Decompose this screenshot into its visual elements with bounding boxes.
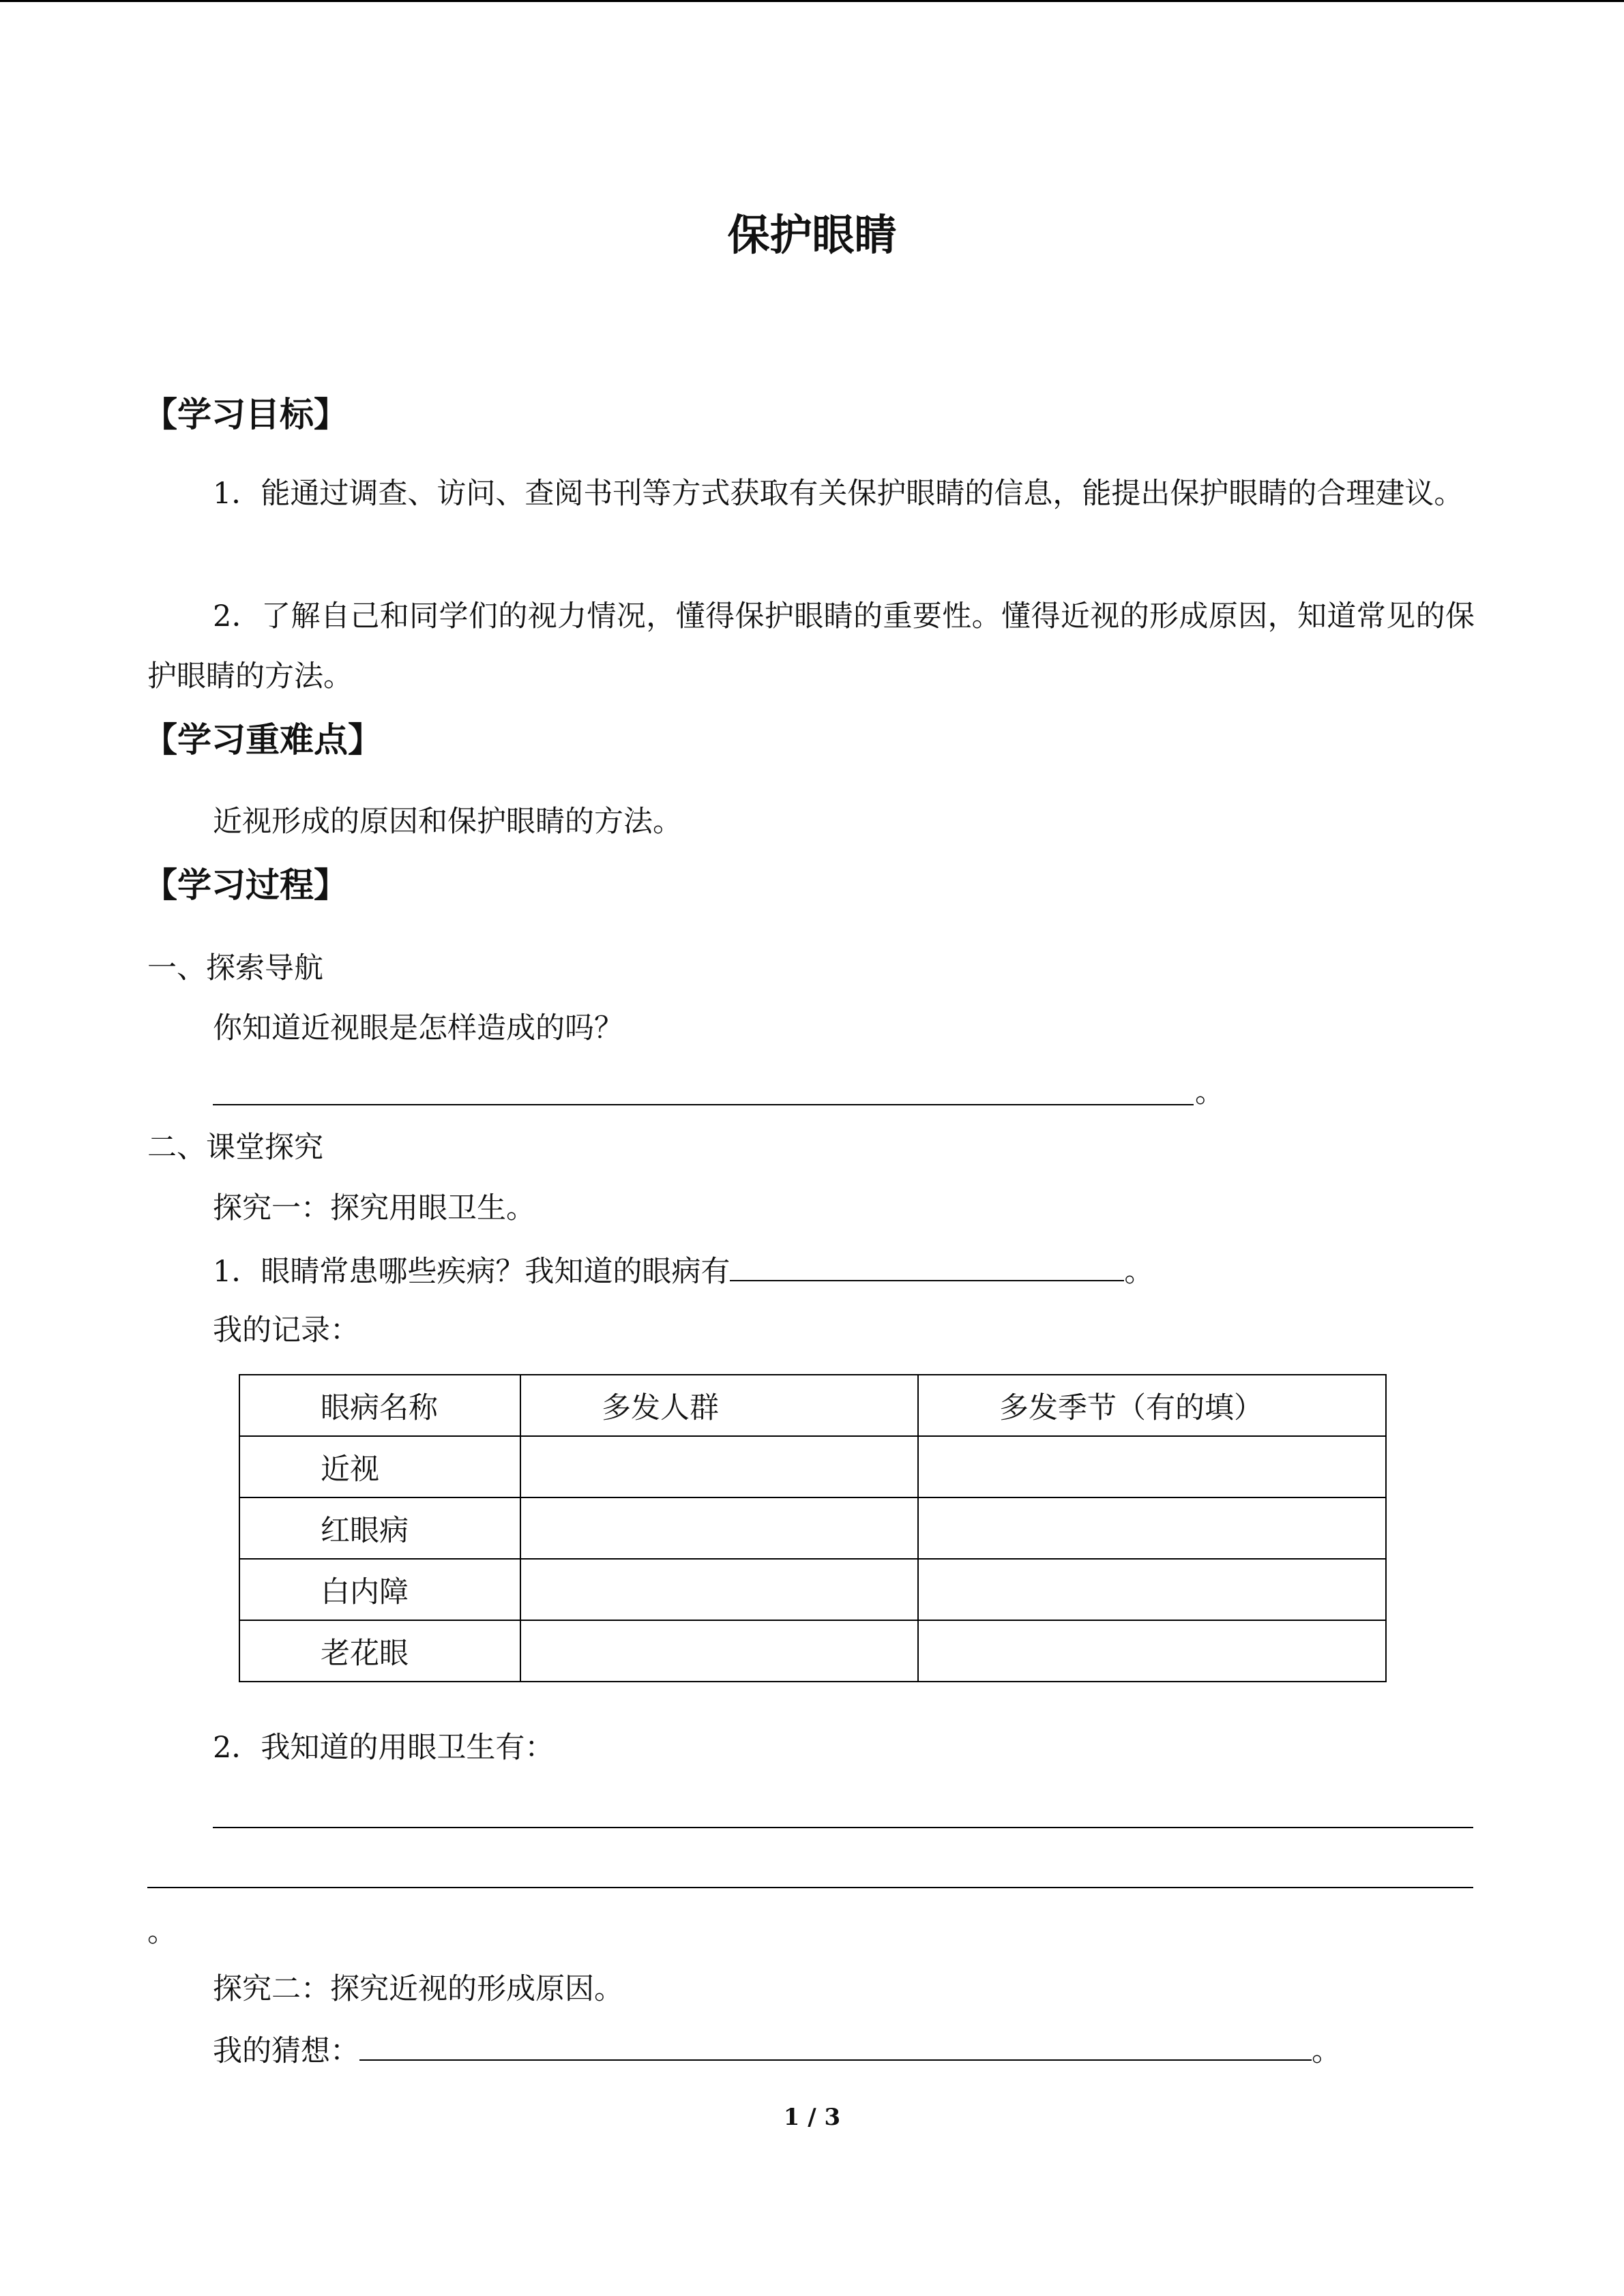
table-header-season: 多发季节（有的填）: [918, 1375, 1386, 1436]
table-row: [239, 1436, 1386, 1497]
question-1-prefix: 1．眼睛常患哪些疾病？我知道的眼病有: [213, 1255, 730, 1289]
part1-answer-line[interactable]: [213, 1104, 1194, 1105]
page-top-border: [0, 0, 1624, 2]
part1-end-mark: 。: [1195, 1075, 1224, 1109]
table-cell-population-input[interactable]: [520, 1620, 918, 1682]
page-number: 1 / 3: [783, 2104, 841, 2131]
table-row: [239, 1559, 1386, 1620]
table-cell-disease: 老花眼: [239, 1620, 520, 1682]
table-cell-population-input[interactable]: [520, 1497, 918, 1559]
section-heading-process: 【学习过程】: [143, 865, 348, 905]
table-cell-season-input[interactable]: [918, 1436, 1386, 1497]
guess-blank[interactable]: [359, 2025, 1312, 2061]
table-cell-disease: 红眼病: [239, 1497, 520, 1559]
question-2-end-mark: 。: [147, 1915, 177, 1949]
table-cell-season-input[interactable]: [918, 1559, 1386, 1620]
question-2: 2．我知道的用眼卫生有：: [213, 1731, 555, 1765]
table-cell-population-input[interactable]: [520, 1436, 918, 1497]
table-cell-season-input[interactable]: [918, 1497, 1386, 1559]
guess-suffix: 。: [1312, 2034, 1341, 2068]
table-row: [239, 1497, 1386, 1559]
question-2-answer-line-1[interactable]: [213, 1827, 1473, 1828]
table-cell-disease: 近视: [239, 1436, 520, 1497]
question-2-answer-line-2[interactable]: [147, 1887, 1473, 1888]
key-points-text: 近视形成的原因和保护眼睛的方法。: [213, 805, 682, 839]
section-heading-key-points: 【学习重难点】: [143, 720, 382, 760]
part1-question: 你知道近视眼是怎样造成的吗？: [213, 1011, 623, 1045]
question-1-blank[interactable]: [730, 1246, 1124, 1281]
question-1: [213, 1246, 1153, 1296]
part2-heading: 二、课堂探究: [147, 1131, 323, 1165]
inquiry-2-title: 探究二：探究近视的形成原因。: [213, 1972, 623, 2006]
part1-heading: 一、探索导航: [147, 951, 323, 985]
guess-prefix: 我的猜想：: [213, 2034, 359, 2068]
question-1-suffix: 。: [1124, 1255, 1154, 1289]
objective-1: 1．能通过调查、访问、查阅书刊等方式获取有关保护眼睛的信息，能提出保护眼睛的合理建议。: [213, 477, 1464, 511]
record-label: 我的记录：: [213, 1313, 359, 1347]
table-cell-disease: 白内障: [239, 1559, 520, 1620]
table-header-row: [239, 1375, 1386, 1436]
objective-2: 2．了解自己和同学们的视力情况，懂得保护眼睛的重要性。懂得近视的形成原因，知道常见的保护眼睛的方法。: [147, 599, 1475, 694]
inquiry-1-title: 探究一：探究用眼卫生。: [213, 1191, 535, 1225]
table-header-disease-name: 眼病名称: [239, 1375, 520, 1436]
page-title: 保护眼睛: [727, 210, 897, 260]
section-heading-objectives: 【学习目标】: [143, 395, 348, 434]
eye-disease-table: [239, 1374, 1387, 1682]
table-cell-season-input[interactable]: [918, 1620, 1386, 1682]
guess-line: [213, 2025, 1341, 2075]
table-cell-population-input[interactable]: [520, 1559, 918, 1620]
table-row: [239, 1620, 1386, 1682]
table-header-population: 多发人群: [520, 1375, 918, 1436]
